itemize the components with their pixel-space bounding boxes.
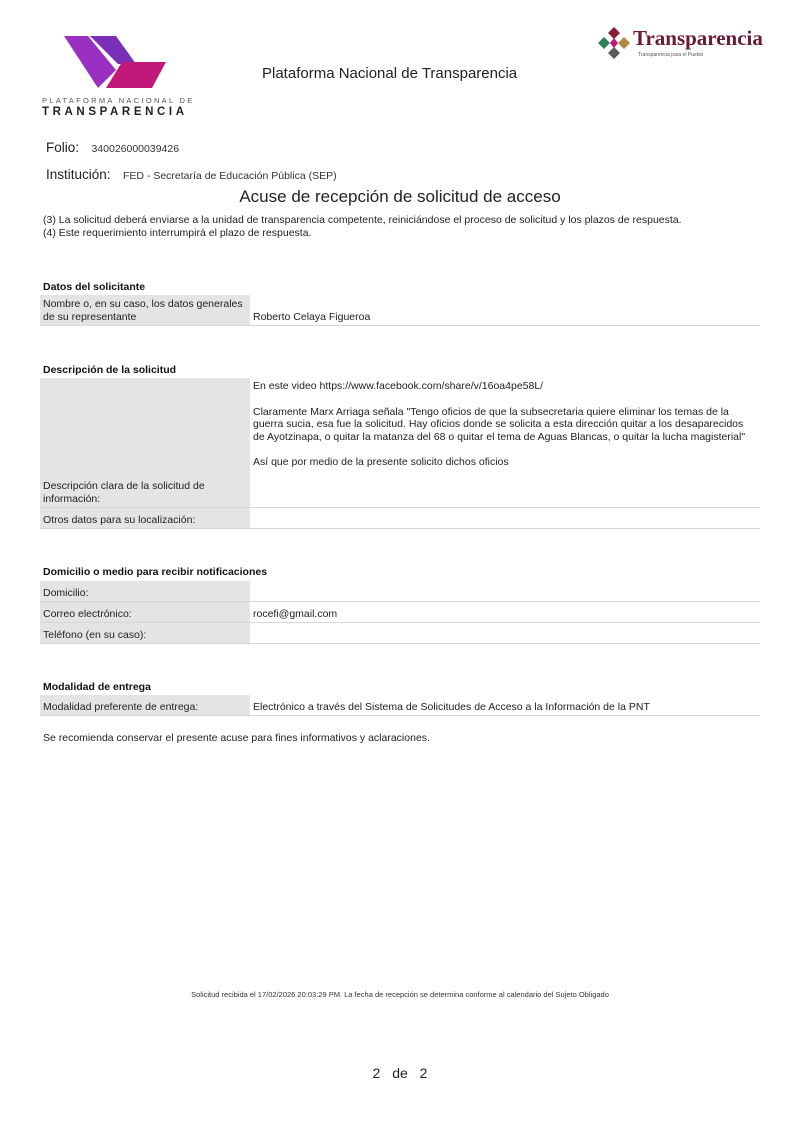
institucion-row <box>46 166 337 184</box>
solicitante-table <box>40 295 760 326</box>
otros-label: Otros datos para su localización: <box>40 508 250 528</box>
pnt-logo <box>40 30 200 120</box>
recommendation-text: Se recomienda conservar el presente acuse para fines informativos y aclaraciones. <box>43 732 430 744</box>
transparencia-logo-tagline: Transparencia para el Pueblo <box>638 52 704 58</box>
platform-title: Plataforma Nacional de Transparencia <box>262 65 518 82</box>
domicilio-table <box>40 581 760 644</box>
domicilio-value <box>250 581 760 601</box>
correo-value: rocefi@gmail.com <box>253 607 338 620</box>
modalidad-table <box>40 695 760 716</box>
received-note: Solicitud recibida el 17/02/2026 20:03:29 PM. La fecha de recepción se determina conforme al calendario del Sujeto Obligado <box>191 990 609 999</box>
table-row <box>40 378 760 508</box>
descripcion-paragraph: Claramente Marx Arriaga señala "Tengo oficios de que la subsecretaria quiere eliminar los temas de la guerra sucia, esa fue la solicitud. Hay oficios donde se solicita a esta dirección quitar a los desaparecidos de Ayotzinapa, o quitar la matanza del 68 o quitar el tema de Aguas Blancas, o quitar la lucha magisterial" <box>253 405 746 443</box>
modalidad-value: Electrónico a través del Sistema de Solicitudes de Acceso a la Información de la PNT <box>253 700 650 713</box>
section-title-domicilio: Domicilio o medio para recibir notificaciones <box>43 566 268 578</box>
correo-label: Correo electrónico: <box>40 602 250 622</box>
table-row <box>40 581 760 602</box>
table-row <box>40 508 760 529</box>
section-title-descripcion: Descripción de la solicitud <box>43 364 177 376</box>
page-number <box>0 1065 800 1081</box>
pnt-logo-line2: TRANSPARENCIA <box>42 106 188 118</box>
note-4: (4) Este requerimiento interrumpirá el plazo de respuesta. <box>43 227 312 239</box>
nombre-label: Nombre o, en su caso, los datos generales de su representante <box>40 295 250 325</box>
table-row <box>40 602 760 623</box>
transparencia-logo-name: Transparencia <box>633 26 763 50</box>
section-title-solicitante: Datos del solicitante <box>43 281 146 293</box>
transparencia-logo <box>597 24 782 64</box>
folio-label: Folio: <box>46 140 80 155</box>
table-row <box>40 695 760 716</box>
folio-row <box>46 139 179 157</box>
table-row <box>40 623 760 644</box>
descripcion-paragraph: Así que por medio de la presente solicito dichos oficios <box>253 456 509 468</box>
page-current: 2 <box>372 1065 381 1081</box>
section-title-modalidad: Modalidad de entrega <box>43 681 151 693</box>
telefono-value <box>250 623 760 643</box>
otros-value <box>250 508 760 528</box>
descripcion-table <box>40 378 760 529</box>
page-of: de <box>392 1065 408 1081</box>
modalidad-label: Modalidad preferente de entrega: <box>40 695 250 715</box>
pnt-logo-mark-icon <box>60 30 170 90</box>
descripcion-value <box>250 378 760 507</box>
note-3: (3) La solicitud deberá enviarse a la unidad de transparencia competente, reiniciándose el proceso de solicitud y los plazos de respuesta. <box>43 214 682 226</box>
nombre-value: Roberto Celaya Figueroa <box>253 310 371 323</box>
domicilio-label: Domicilio: <box>40 581 250 601</box>
descripcion-paragraph: En este video https://www.facebook.com/share/v/16oa4pe58L/ <box>253 380 544 392</box>
table-row <box>40 295 760 326</box>
document-notes <box>43 214 682 240</box>
transparencia-emblem-icon <box>597 26 631 60</box>
descripcion-label: Descripción clara de la solicitud de información: <box>40 378 250 507</box>
institucion-value: FED - Secretaría de Educación Pública (SEP) <box>123 170 337 182</box>
page-total: 2 <box>419 1065 428 1081</box>
institucion-label: Institución: <box>46 167 111 182</box>
document-title: Acuse de recepción de solicitud de acceso <box>239 187 561 206</box>
telefono-label: Teléfono (en su caso): <box>40 623 250 643</box>
pnt-logo-line1: PLATAFORMA NACIONAL DE <box>42 96 195 105</box>
folio-value: 340026000039426 <box>91 143 180 155</box>
